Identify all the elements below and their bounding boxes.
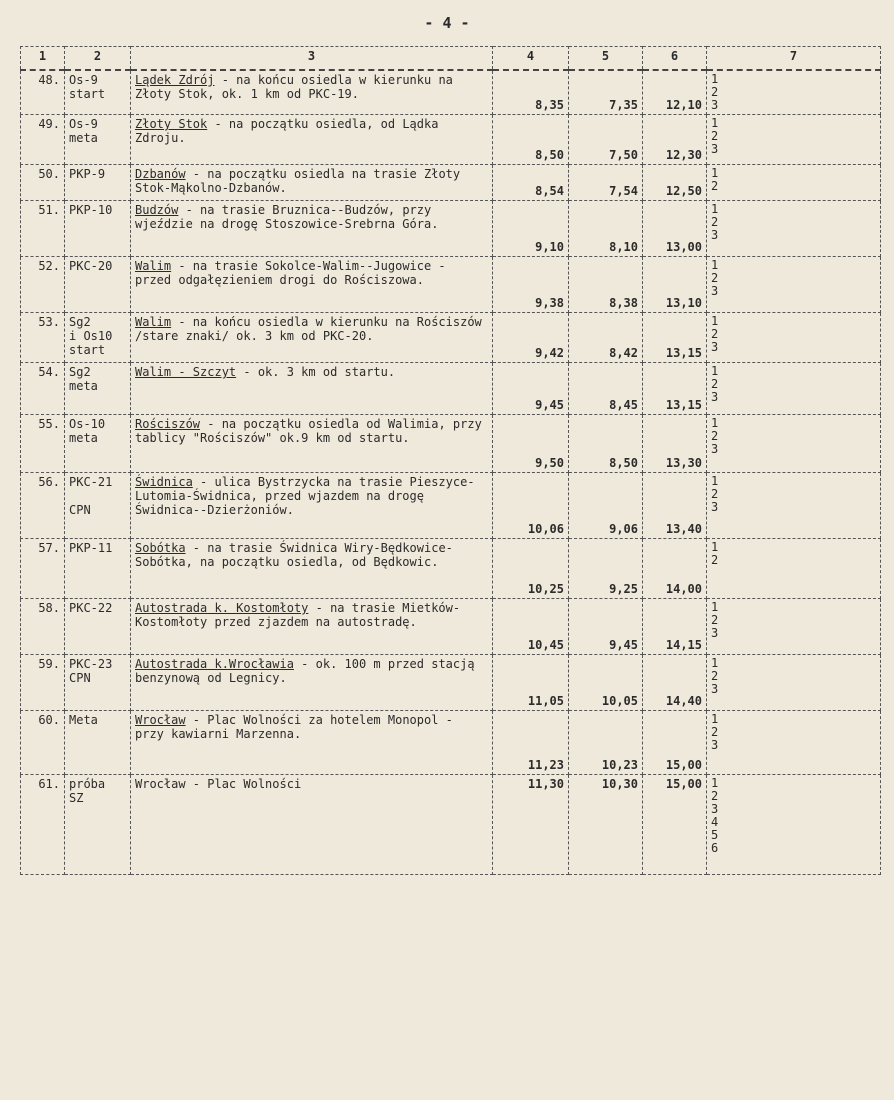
table-row — [21, 415, 881, 473]
table-row — [21, 313, 881, 363]
checkpoint-code: PKP-9 — [65, 165, 131, 201]
location-details: - na trasie Bruznica--Budzów, przy wjeździe na drogę Stoszowice-Srebrna Góra. — [135, 203, 439, 231]
time-col-4: 9,42 — [493, 313, 569, 363]
table-row — [21, 257, 881, 313]
table-row — [21, 473, 881, 539]
column-7-list: 1 2 3 — [707, 599, 881, 655]
column-7-list: 1 2 3 — [707, 201, 881, 257]
time-col-5: 10,30 — [569, 775, 643, 875]
location-description — [131, 363, 493, 415]
location-name: Autostrada k.Wrocławia — [135, 657, 294, 671]
row-number: 58. — [21, 599, 65, 655]
column-7-list: 1 2 3 — [707, 711, 881, 775]
location-description — [131, 775, 493, 875]
time-col-6: 13,30 — [643, 415, 707, 473]
location-details: - na początku osiedla od Walimia, przy tablicy "Rościszów" ok.9 km od startu. — [135, 417, 482, 445]
column-7-list: 1 2 3 — [707, 115, 881, 165]
time-col-6: 12,10 — [643, 70, 707, 115]
location-details: - ok. 3 km od startu. — [236, 365, 396, 379]
checkpoint-code: Os-9 meta — [65, 115, 131, 165]
location-description — [131, 711, 493, 775]
column-7-list: 1 2 3 — [707, 363, 881, 415]
column-7-list: 1 2 3 — [707, 473, 881, 539]
location-details: - na trasie Mietków-Kostomłoty przed zjazdem na autostradę. — [135, 601, 461, 629]
time-col-5: 8,45 — [569, 363, 643, 415]
time-col-4: 8,54 — [493, 165, 569, 201]
location-name: Dzbanów — [135, 167, 186, 181]
time-col-6: 15,00 — [643, 775, 707, 875]
row-number: 50. — [21, 165, 65, 201]
table-row — [21, 775, 881, 875]
checkpoint-code: Os-9 start — [65, 70, 131, 115]
header-col-6: 6 — [643, 47, 707, 71]
location-details: - ulica Bystrzycka na trasie Pieszyce-Lutomia-Świdnica, przed wjazdem na drogę Świdnica--Dzierżoniów. — [135, 475, 475, 517]
row-number: 49. — [21, 115, 65, 165]
row-number: 57. — [21, 539, 65, 599]
table-row — [21, 711, 881, 775]
time-col-5: 8,50 — [569, 415, 643, 473]
time-col-4: 11,23 — [493, 711, 569, 775]
row-number: 56. — [21, 473, 65, 539]
column-7-list: 1 2 3 — [707, 415, 881, 473]
time-col-4: 10,06 — [493, 473, 569, 539]
checkpoint-code: próba SZ — [65, 775, 131, 875]
row-number: 59. — [21, 655, 65, 711]
header-col-4: 4 — [493, 47, 569, 71]
checkpoint-code: Meta — [65, 711, 131, 775]
table-row — [21, 363, 881, 415]
row-number: 61. — [21, 775, 65, 875]
table-row — [21, 655, 881, 711]
header-col-3: 3 — [131, 47, 493, 71]
location-description — [131, 415, 493, 473]
time-col-6: 14,15 — [643, 599, 707, 655]
row-number: 52. — [21, 257, 65, 313]
checkpoint-code: PKC-20 — [65, 257, 131, 313]
column-7-list: 1 2 3 — [707, 313, 881, 363]
location-name: Wrocław — [135, 713, 186, 727]
time-col-5: 9,06 — [569, 473, 643, 539]
table-row — [21, 539, 881, 599]
time-col-5: 10,05 — [569, 655, 643, 711]
time-col-5: 8,10 — [569, 201, 643, 257]
time-col-5: 10,23 — [569, 711, 643, 775]
checkpoint-code: Os-10 meta — [65, 415, 131, 473]
checkpoint-code: Sg2 i Os10 start — [65, 313, 131, 363]
location-name: Walim — [135, 315, 172, 329]
location-name: Autostrada k. Kostomłoty — [135, 601, 309, 615]
location-details: - na końcu osiedla w kierunku na Rościszów /stare znaki/ ok. 3 km od PKC-20. — [135, 315, 482, 343]
column-7-list: 1 2 — [707, 165, 881, 201]
location-name: Rościszów — [135, 417, 201, 431]
location-description — [131, 599, 493, 655]
location-details: - ok. 100 m przed stacją benzynową od Legnicy. — [135, 657, 475, 685]
time-col-5: 7,50 — [569, 115, 643, 165]
location-description — [131, 539, 493, 599]
time-col-5: 9,25 — [569, 539, 643, 599]
location-name: Świdnica — [135, 475, 193, 489]
time-col-4: 8,35 — [493, 70, 569, 115]
location-name: Walim - Szczyt — [135, 365, 237, 379]
header-col-2: 2 — [65, 47, 131, 71]
time-col-4: 10,25 — [493, 539, 569, 599]
location-details: - na początku osiedla na trasie Złoty Stok-Mąkolno-Dzbanów. — [135, 167, 461, 195]
time-col-6: 14,40 — [643, 655, 707, 711]
time-col-6: 13,15 — [643, 313, 707, 363]
header-col-5: 5 — [569, 47, 643, 71]
time-col-4: 9,50 — [493, 415, 569, 473]
location-name: Budzów — [135, 203, 179, 217]
time-col-6: 13,00 — [643, 201, 707, 257]
location-details: - na początku osiedla, od Lądka Zdroju. — [135, 117, 439, 145]
table-row — [21, 599, 881, 655]
time-col-5: 8,38 — [569, 257, 643, 313]
location-details: - na końcu osiedla w kierunku na Złoty Stok, ok. 1 km od PKC-19. — [135, 73, 453, 101]
location-description — [131, 257, 493, 313]
location-details: Wrocław - Plac Wolności — [135, 777, 302, 791]
location-details: - na trasie Sokolce-Walim--Jugowice - przed odgałęzieniem drogi do Rościszowa. — [135, 259, 446, 287]
checkpoint-code: Sg2 meta — [65, 363, 131, 415]
column-7-list: 1 2 — [707, 539, 881, 599]
location-details: - na trasie Świdnica Wiry-Będkowice-Sobótka, na początku osiedla, od Będkowic. — [135, 541, 453, 569]
location-name: Lądek Zdrój — [135, 73, 215, 87]
row-number: 53. — [21, 313, 65, 363]
table-row — [21, 165, 881, 201]
time-col-5: 7,54 — [569, 165, 643, 201]
checkpoint-code: PKC-21 CPN — [65, 473, 131, 539]
time-col-6: 13,10 — [643, 257, 707, 313]
location-description — [131, 165, 493, 201]
header-col-1: 1 — [21, 47, 65, 71]
time-col-6: 13,40 — [643, 473, 707, 539]
table-row — [21, 70, 881, 115]
header-row — [21, 47, 881, 71]
row-number: 48. — [21, 70, 65, 115]
column-7-list: 1 2 3 — [707, 655, 881, 711]
checkpoint-code: PKC-22 — [65, 599, 131, 655]
location-description — [131, 473, 493, 539]
time-col-4: 9,45 — [493, 363, 569, 415]
location-name: Sobótka — [135, 541, 186, 555]
location-description — [131, 70, 493, 115]
location-description — [131, 115, 493, 165]
location-description — [131, 655, 493, 711]
column-7-list: 1 2 3 4 5 6 — [707, 775, 881, 875]
location-details: - Plac Wolności za hotelem Monopol - przy kawiarni Marzenna. — [135, 713, 453, 741]
time-col-5: 9,45 — [569, 599, 643, 655]
time-col-6: 13,15 — [643, 363, 707, 415]
location-name: Złoty Stok — [135, 117, 208, 131]
checkpoint-code: PKP-10 — [65, 201, 131, 257]
location-name: Walim — [135, 259, 172, 273]
checkpoint-code: PKP-11 — [65, 539, 131, 599]
page-number: - 4 - — [424, 14, 470, 32]
time-col-4: 10,45 — [493, 599, 569, 655]
row-number: 51. — [21, 201, 65, 257]
column-7-list: 1 2 3 — [707, 257, 881, 313]
row-number: 54. — [21, 363, 65, 415]
time-col-6: 15,00 — [643, 711, 707, 775]
time-col-6: 14,00 — [643, 539, 707, 599]
time-col-6: 12,30 — [643, 115, 707, 165]
location-description — [131, 313, 493, 363]
column-7-list: 1 2 3 — [707, 70, 881, 115]
row-number: 60. — [21, 711, 65, 775]
checkpoint-code: PKC-23 CPN — [65, 655, 131, 711]
header-col-7: 7 — [707, 47, 881, 71]
time-col-4: 8,50 — [493, 115, 569, 165]
table-body — [21, 70, 881, 875]
table-row — [21, 201, 881, 257]
checkpoint-table — [20, 46, 881, 875]
table-row — [21, 115, 881, 165]
time-col-4: 9,10 — [493, 201, 569, 257]
row-number: 55. — [21, 415, 65, 473]
time-col-4: 11,05 — [493, 655, 569, 711]
time-col-5: 7,35 — [569, 70, 643, 115]
time-col-5: 8,42 — [569, 313, 643, 363]
time-col-4: 9,38 — [493, 257, 569, 313]
location-description — [131, 201, 493, 257]
time-col-6: 12,50 — [643, 165, 707, 201]
time-col-4: 11,30 — [493, 775, 569, 875]
